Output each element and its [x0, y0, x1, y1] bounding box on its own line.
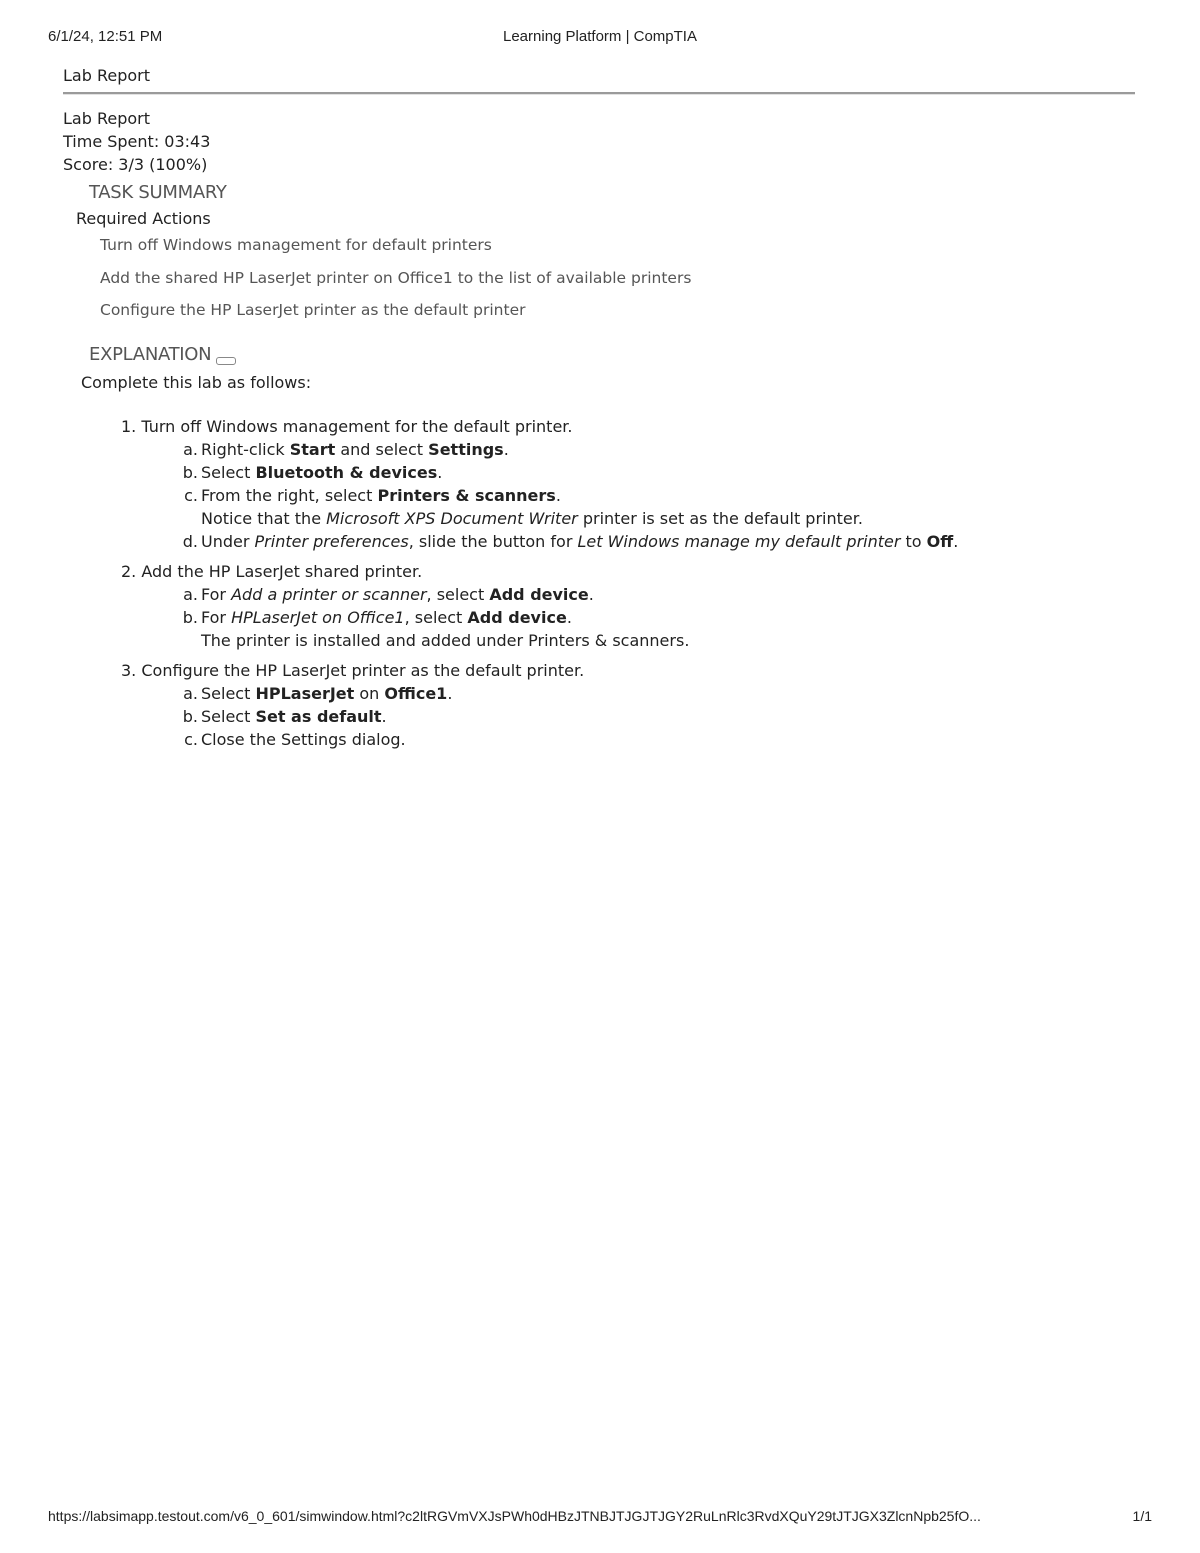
text-run: Right-click — [201, 439, 290, 459]
substeps — [121, 682, 1135, 751]
ui-label: Microsoft XPS Document Writer — [326, 508, 578, 528]
task-summary-heading: TASK SUMMARY — [89, 182, 227, 203]
print-date: 6/1/24, 12:51 PM — [48, 28, 163, 45]
text-run: Under — [201, 531, 255, 551]
explanation-steps — [121, 415, 1135, 751]
text-run: . — [588, 584, 594, 604]
step-number: 1. — [121, 416, 142, 436]
text-run: . — [555, 485, 561, 505]
step-text: Turn off Windows management for the default printer. — [141, 416, 573, 436]
substep — [183, 583, 1135, 606]
text-run: . — [437, 462, 443, 482]
text-run: Select — [201, 462, 256, 482]
substep-note — [201, 507, 1135, 530]
required-action: Turn off Windows management for default printers — [100, 236, 492, 254]
substep-marker: c. — [184, 485, 198, 505]
text-run: . — [503, 439, 509, 459]
collapse-icon[interactable] — [216, 357, 236, 365]
substep-marker: a. — [183, 439, 198, 459]
step-number: 3. — [121, 660, 142, 680]
text-run: . — [381, 706, 387, 726]
substeps — [121, 583, 1135, 652]
substep-marker: a. — [183, 584, 198, 604]
step-number: 2. — [121, 561, 142, 581]
score: Score: 3/3 (100%) — [63, 155, 208, 174]
print-footer — [48, 1508, 1152, 1528]
text-run: , slide the button for — [408, 531, 578, 551]
text-run: For — [201, 607, 232, 627]
required-actions-title: Required Actions — [76, 209, 211, 228]
text-run: Select — [201, 683, 256, 703]
ui-term: Office1 — [384, 683, 448, 703]
substep — [182, 461, 1135, 484]
lab-report-document — [63, 64, 1135, 751]
ui-term: Add device — [467, 607, 567, 627]
text-run: , select — [404, 607, 468, 627]
required-action: Add the shared HP LaserJet printer on Office1 to the list of available printers — [100, 268, 692, 287]
text-run: . — [447, 683, 453, 703]
ui-term: Bluetooth & devices — [255, 462, 438, 482]
explanation-heading: EXPLANATION — [89, 343, 212, 365]
text-run: on — [354, 683, 385, 703]
ui-label: Printer preferences — [254, 531, 409, 551]
substep — [184, 728, 1135, 751]
text-run: Close the Settings dialog. — [201, 729, 406, 749]
title-divider — [63, 92, 1135, 95]
text-run: Notice that the — [201, 508, 327, 528]
substep-marker: c. — [184, 729, 198, 749]
step-3 — [121, 659, 1135, 751]
required-actions-list — [63, 231, 1135, 329]
ui-term: Set as default — [255, 706, 382, 726]
substep-marker: b. — [182, 706, 198, 726]
substep — [183, 438, 1135, 461]
ui-label: Add a printer or scanner — [231, 584, 427, 604]
print-page-title: Learning Platform | CompTIA — [503, 28, 697, 45]
ui-term: Settings — [428, 439, 504, 459]
ui-term: HPLaserJet — [255, 683, 355, 703]
step-1 — [121, 415, 1135, 553]
text-run: From the right, select — [201, 485, 378, 505]
substep-marker: b. — [182, 607, 198, 627]
required-action: Configure the HP LaserJet printer as the default printer — [100, 301, 526, 319]
print-header — [48, 28, 1152, 48]
substep-marker: d. — [182, 531, 198, 551]
substep — [182, 705, 1135, 728]
text-run: Select — [201, 706, 256, 726]
substep-marker: a. — [183, 683, 198, 703]
ui-term: Start — [289, 439, 336, 459]
text-run: to — [900, 531, 927, 551]
ui-term: Printers & scanners — [377, 485, 556, 505]
substep — [182, 530, 1135, 553]
step-text: Add the HP LaserJet shared printer. — [141, 561, 423, 581]
substep — [184, 484, 1135, 530]
step-2 — [121, 560, 1135, 652]
text-run: . — [953, 531, 959, 551]
ui-label: Let Windows manage my default printer — [577, 531, 901, 551]
text-run: printer is set as the default printer. — [577, 508, 863, 528]
substep — [182, 606, 1135, 652]
print-url: https://labsimapp.testout.com/v6_0_601/simwindow.html?c2ltRGVmVXJsPWh0dHBzJTNBJTJGJTJGY2RuLnRlc3RvdXQuY29tJTJGX3ZlcnNpb25fO... — [48, 1508, 981, 1524]
page-title: Lab Report — [63, 66, 150, 85]
explanation-intro: Complete this lab as follows: — [81, 372, 312, 392]
text-run: . — [566, 607, 572, 627]
report-heading: Lab Report — [63, 109, 150, 128]
ui-label: HPLaserJet on Office1 — [231, 607, 405, 627]
explanation-header — [89, 339, 1135, 371]
report-meta — [63, 107, 1135, 176]
text-run: For — [201, 584, 232, 604]
substep — [183, 682, 1135, 705]
ui-term: Add device — [489, 584, 589, 604]
substep-marker: b. — [182, 462, 198, 482]
text-run: and select — [335, 439, 429, 459]
ui-term: Off — [926, 531, 954, 551]
text-run: The printer is installed and added under Printers & scanners. — [201, 630, 690, 650]
print-page-number: 1/1 — [1132, 1508, 1152, 1524]
substeps — [121, 438, 1135, 553]
step-text: Configure the HP LaserJet printer as the default printer. — [141, 660, 585, 680]
text-run: , select — [426, 584, 490, 604]
substep-note — [201, 629, 1135, 652]
time-spent: Time Spent: 03:43 — [63, 132, 211, 151]
